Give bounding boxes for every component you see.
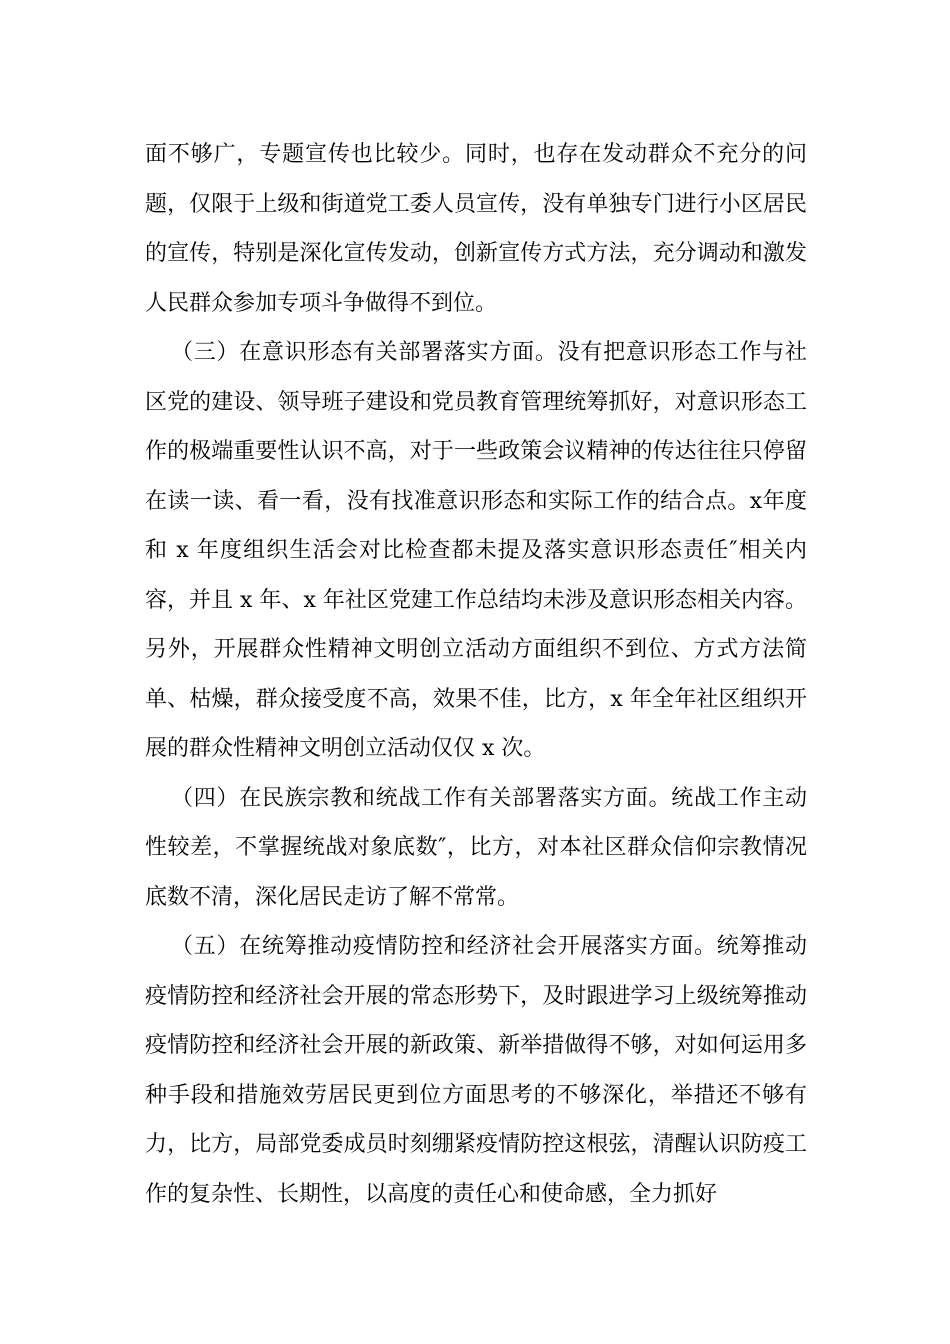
- paragraph-4: （五）在统筹推动疫情防控和经济社会开展落实方面。统筹推动疫情防控和经济社会开展的常态形势下，及时跟进学习上级统筹推动疫情防控和经济社会开展的新政策、新举措做得不够，对如何运用多种手段和措施效劳居民更到位方面思考的不够深化，举措还不够有力，比方，局部党委成员时刻绷紧疫情防控这根弦，清醒认识防疫工作的复杂性、长期性，以高度的责任心和使命感，全力抓好: [145, 934, 807, 1207]
- paragraph-2: （三）在意识形态有关部署落实方面。没有把意识形态工作与社区党的建设、领导班子建设和党员教育管理统筹抓好，对意识形态工作的极端重要性认识不高，对于一些政策会议精神的传达往往只停留在读一读、看一看，没有找准意识形态和实际工作的结合点。x年度和 x 年度组织生活会对比检查都未提及落实意识形态责任″相关内容，并且 x 年、x 年社区党建工作总结均未涉及意识形态相关内容。另外，开展群众性精神文明创立活动方面组织不到位、方式方法简单、枯燥，群众接受度不高，效果不佳，比方，x 年全年社区组织开展的群众性精神文明创立活动仅仅 x 次。: [145, 340, 807, 761]
- paragraph-3: （四）在民族宗教和统战工作有关部署落实方面。统战工作主动性较差，不掌握统战对象底数″，比方，对本社区群众信仰宗教情况底数不清，深化居民走访了解不常常。: [145, 785, 807, 910]
- document-body: [145, 130, 807, 1219]
- paragraph-1: 面不够广，专题宣传也比较少。同时，也存在发动群众不充分的问题，仅限于上级和街道党工委人员宣传，没有单独专门进行小区居民的宣传，特别是深化宣传发动，创新宣传方式方法，充分调动和激发人民群众参加专项斗争做得不到位。: [145, 142, 807, 316]
